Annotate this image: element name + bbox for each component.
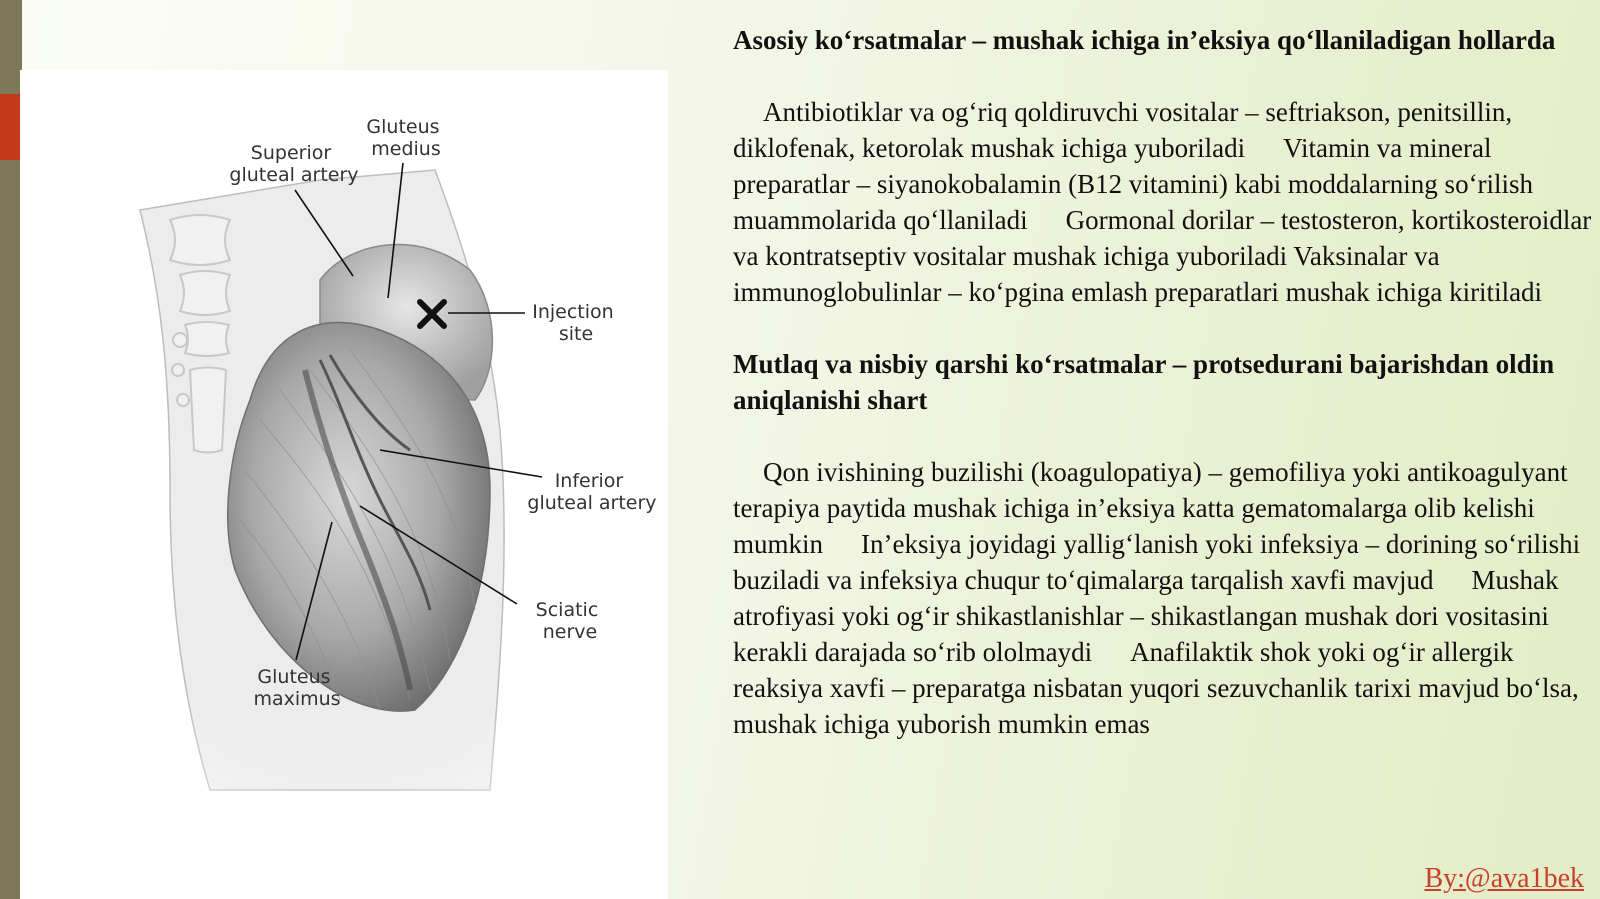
label-inferior-gluteal-artery: Inferior gluteal artery [527, 470, 657, 514]
text-content [733, 22, 1593, 742]
section2-item-4: Anafilaktik shok yoki og‘ir allergik reaksiya xavfi – preparatga nisbatan yuqori sezuvchanlik tarixi mavjud bo‘lsa, mushak ichiga yuborish mumkin emas [733, 637, 1579, 739]
section1-body [733, 94, 1593, 310]
section1-item-3: Gormonal dorilar – testosteron, kortikosteroidlar va kontratseptiv vositalar mushak ichiga yuboriladi [733, 205, 1592, 271]
label-injection-site: Injection site [532, 301, 614, 345]
section2-item-1: Qon ivishining buzilishi (koagulopatiya) – gemofiliya yoki antikoagulyant terapiya paytida mushak ichiga in’eksiya katta gematomalarga olib kelishi mumkin [733, 457, 1568, 559]
left-accent-block [0, 94, 22, 160]
section2-item-2: In’eksiya joyidagi yallig‘lanish yoki infeksiya – dorining so‘rilishi buziladi va infeksiya chuqur to‘qimalarga tarqalish xavfi mavjud [733, 529, 1581, 595]
gluteal-anatomy-illustration [20, 70, 668, 899]
section2-body [733, 454, 1593, 742]
label-gluteus-maximus: Gluteus maximus [253, 666, 341, 710]
label-sciatic-nerve: Sciatic nerve [535, 599, 599, 643]
section1-heading: Asosiy ko‘rsatmalar – mushak ichiga in’eksiya qo‘llaniladigan hollarda [733, 25, 1556, 55]
label-superior-gluteal-artery: Superior gluteal artery [229, 142, 359, 186]
section2-heading: Mutlaq va nisbiy qarshi ko‘rsatmalar – protsedurani bajarishdan oldin aniqlanishi shart [733, 349, 1555, 415]
author-link[interactable]: By:@ava1bek [1424, 863, 1584, 894]
section1-item-1: Antibiotiklar va og‘riq qoldiruvchi vositalar – seftriakson, penitsillin, diklofenak, ketorolak mushak ichiga yuboriladi [733, 97, 1513, 163]
label-gluteus-medius: Gluteus medius [366, 116, 441, 160]
anatomy-figure [20, 70, 668, 899]
section1-item-4: Vaksinalar va immunoglobulinlar – ko‘pgina emlash preparatlari mushak ichiga kiritiladi [733, 241, 1543, 307]
section2-item-3: Mushak atrofiyasi yoki og‘ir shikastlanishlar – shikastlangan mushak dori vositasini kerakli darajada so‘rib ololmaydi [733, 565, 1559, 667]
section1-item-2: Vitamin va mineral preparatlar – siyanokobalamin (B12 vitamini) kabi moddalarning so‘rilish muammolarida qo‘llaniladi [733, 133, 1534, 235]
